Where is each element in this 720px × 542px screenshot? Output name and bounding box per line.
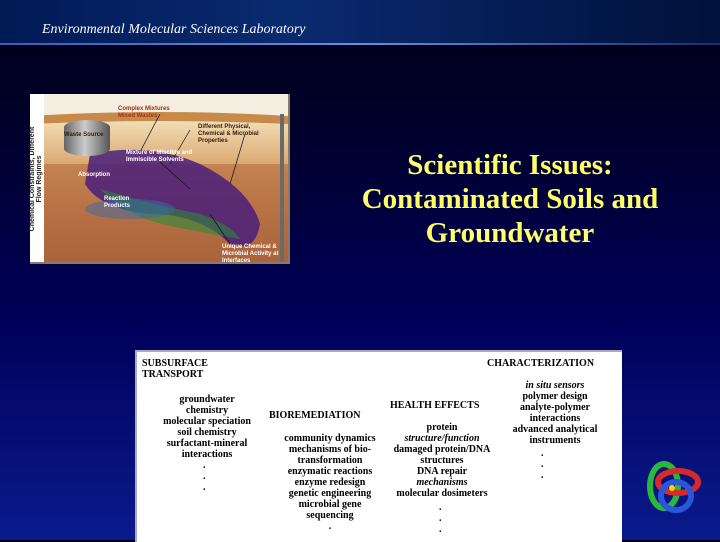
title-line-1: Scientific Issues: [407, 149, 613, 181]
health-item: . [439, 513, 442, 524]
characterization-item: . [541, 459, 544, 470]
characterization-item: interactions [529, 413, 581, 424]
illustration-side-label: Chemical Constraints, Different Flow Regimes [29, 126, 43, 232]
bioremediation-item: genetic engineering [288, 488, 372, 499]
health-item: structure/function [404, 433, 480, 444]
health-item: molecular dosimeters [396, 488, 488, 499]
characterization-item: polymer design [522, 391, 588, 402]
bioremediation-item: transformation [297, 455, 363, 466]
subsurface-item: . [203, 482, 206, 493]
characterization-item: advanced analytical [512, 424, 598, 435]
bioremediation-item: . [328, 521, 332, 532]
characterization-item: analyte-polymer [520, 402, 590, 413]
lab-name: Environmental Molecular Sciences Laboratory [42, 22, 306, 37]
bioremediation-item: enzymatic reactions [287, 466, 373, 477]
label-unique-chemical: Unique Chemical & Microbial Activity at Interfaces [222, 244, 279, 264]
label-mixture: Mixture of Miscible and Immiscible Solvents [126, 150, 193, 163]
health-item: DNA repair [416, 466, 468, 477]
health-item: . [439, 524, 442, 535]
label-waste-source: Waste Source [64, 132, 104, 138]
bioremediation-heading: BIOREMEDIATION [269, 410, 361, 421]
bioremediation-item: sequencing [306, 510, 354, 521]
subsurface-item: groundwater [179, 394, 235, 405]
characterization-item: . [541, 470, 544, 481]
health-item: damaged protein/DNA [393, 444, 491, 455]
subsurface-item: surfactant-mineral [166, 438, 248, 449]
label-complex-mixtures: Complex Mixtures Mixed Wastes [118, 106, 170, 119]
label-reaction-products: Reaction Products [104, 196, 131, 209]
topics-panel [135, 350, 622, 542]
bioremediation-item: community dynamics [284, 433, 376, 444]
characterization-item: in situ sensors [525, 380, 585, 391]
label-different-properties: Different Physical, Chemical & Microbial Properties [198, 124, 259, 144]
contamination-illustration [30, 94, 290, 264]
emsl-knot-logo-icon [642, 456, 702, 518]
bioremediation-item: enzyme redesign [294, 477, 366, 488]
subsurface-heading-2: TRANSPORT [142, 369, 204, 380]
characterization-item: instruments [529, 435, 581, 446]
characterization-heading: CHARACTERIZATION [487, 358, 595, 369]
subsurface-item: chemistry [185, 405, 229, 416]
slide-title [330, 148, 690, 250]
title-line-2: Contaminated Soils and [361, 183, 659, 215]
monitoring-well [280, 114, 284, 262]
subsurface-item: interactions [181, 449, 233, 460]
health-item: mechanisms [416, 477, 468, 488]
characterization-item: . [541, 448, 544, 459]
subsurface-item: soil chemistry [177, 427, 237, 438]
title-line-3: Groundwater [425, 217, 595, 249]
health-item: protein [426, 422, 458, 433]
header-divider [0, 43, 720, 45]
subsurface-item: molecular speciation [163, 416, 251, 427]
subsurface-item: . [203, 471, 206, 482]
health-effects-heading: HEALTH EFFECTS [390, 400, 480, 411]
bioremediation-item: microbial gene [298, 499, 362, 510]
health-item: . [439, 502, 442, 513]
label-absorption: Absorption [78, 172, 110, 178]
bioremediation-item: mechanisms of bio- [288, 444, 372, 455]
health-item: structures [420, 455, 464, 466]
subsurface-item: . [203, 460, 206, 471]
subsurface-heading-1: SUBSURFACE [142, 358, 208, 369]
